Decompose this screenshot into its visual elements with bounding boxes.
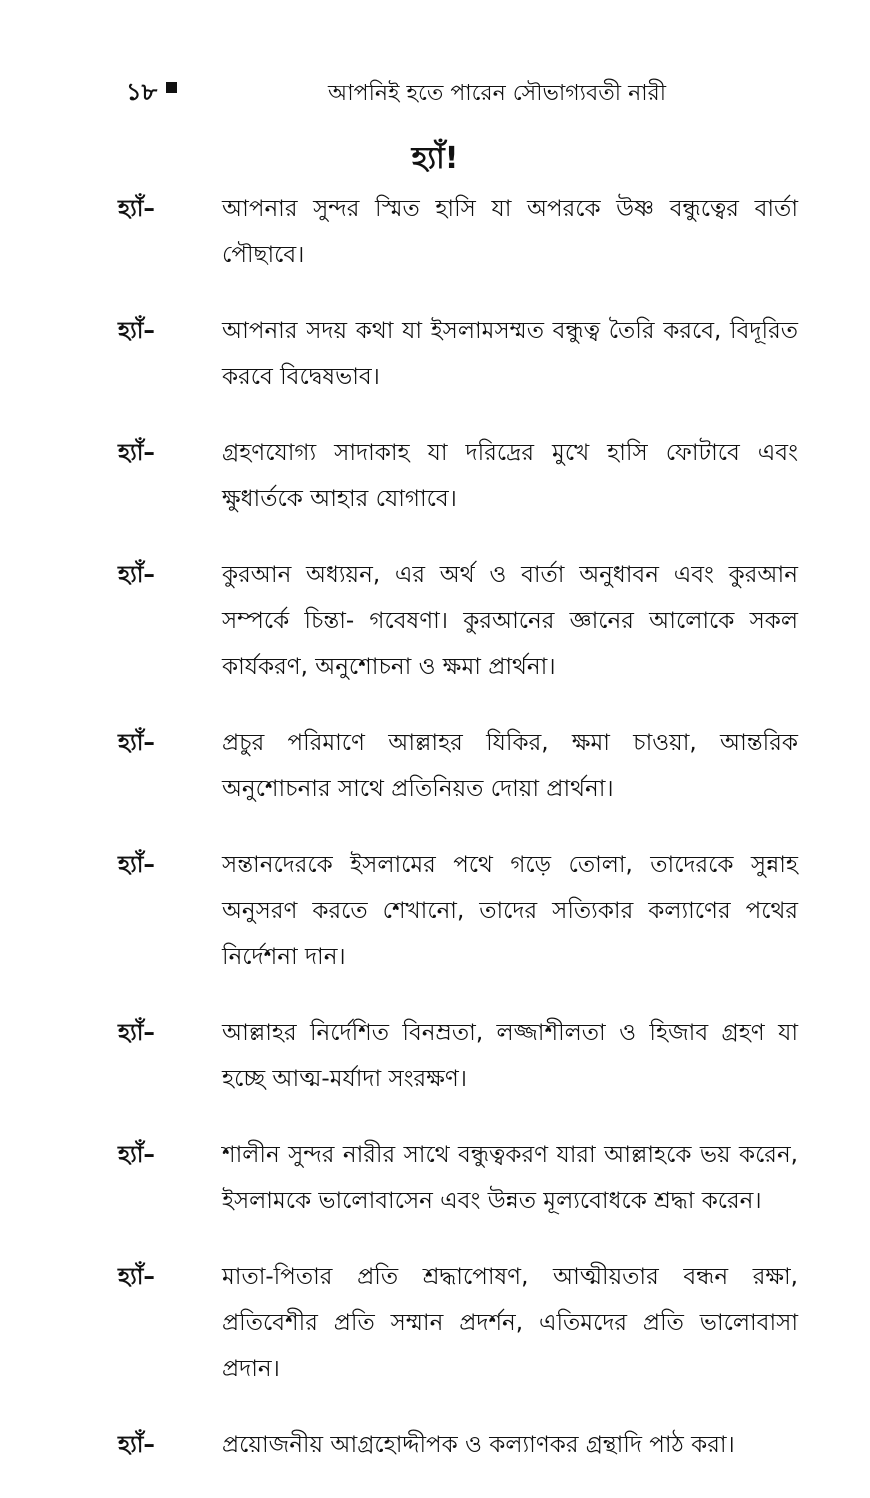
list-item (118, 1422, 798, 1468)
list-item (118, 186, 798, 278)
entry-label: হ্যাঁ– (118, 1264, 155, 1290)
entry-label: হ্যাঁ– (118, 318, 155, 344)
entry-list (118, 186, 798, 1498)
section-heading: হ্যাঁ! (411, 141, 459, 176)
entry-label: হ্যাঁ– (118, 440, 155, 466)
entry-text: কুরআন অধ্যয়ন, এর অর্থ ও বার্তা অনুধাবন এবং কুরআন সম্পর্কে চিন্তা- গবেষণা। কুরআনের জ্ঞানের আলোকে সকল কার্যকরণ, অনুশোচনা ও ক্ষমা প্রার্থনা। (222, 562, 798, 680)
page-number: ১৮ (126, 78, 158, 106)
entry-text: আপনার সুন্দর স্মিত হাসি যা অপরকে উষ্ণ বন্ধুত্বের বার্তা পৌছাবে। (222, 196, 798, 268)
list-item (118, 1132, 798, 1224)
list-item (118, 1254, 798, 1392)
entry-text: প্রচুর পরিমাণে আল্লাহর যিকির, ক্ষমা চাওয়া, আন্তরিক অনুশোচনার সাথে প্রতিনিয়ত দোয়া প্রার্থনা। (222, 730, 798, 802)
entry-text: আপনার সদয় কথা যা ইসলামসম্মত বন্ধুত্ব তৈরি করবে, বিদূরিত করবে বিদ্বেষভাব। (222, 318, 798, 390)
list-item (118, 552, 798, 690)
entry-text: সন্তানদেরকে ইসলামের পথে গড়ে তোলা, তাদেরকে সুন্নাহ অনুসরণ করতে শেখানো, তাদের সত্যিকার কল্যাণের পথের নির্দেশনা দান। (222, 852, 798, 970)
list-item (118, 842, 798, 980)
list-item (118, 1010, 798, 1102)
entry-text: শালীন সুন্দর নারীর সাথে বন্ধুত্বকরণ যারা আল্লাহকে ভয় করেন, ইসলামকে ভালোবাসেন এবং উন্নত মূল্যবোধকে শ্রদ্ধা করেন। (222, 1142, 798, 1214)
square-bullet-icon (166, 82, 177, 93)
list-item (118, 430, 798, 522)
entry-text: গ্রহণযোগ্য সাদাকাহ যা দরিদ্রের মুখে হাসি ফোটাবে এবং ক্ষুধার্তকে আহার যোগাবে। (222, 440, 798, 512)
entry-label: হ্যাঁ– (118, 1020, 155, 1046)
entry-label: হ্যাঁ– (118, 562, 155, 588)
page-header (118, 72, 768, 108)
entry-label: হ্যাঁ– (118, 196, 155, 222)
list-item (118, 720, 798, 812)
entry-text: আল্লাহর নির্দেশিত বিনম্রতা, লজ্জাশীলতা ও হিজাব গ্রহণ যা হচ্ছে আত্ম-মর্যাদা সংরক্ষণ। (222, 1020, 798, 1092)
entry-text: প্রয়োজনীয় আগ্রহোদ্দীপক ও কল্যাণকর গ্রন্থাদি পাঠ করা। (222, 1432, 735, 1458)
entry-label: হ্যাঁ– (118, 730, 155, 756)
entry-label: হ্যাঁ– (118, 852, 155, 878)
entry-label: হ্যাঁ– (118, 1142, 155, 1168)
entry-text: মাতা-পিতার প্রতি শ্রদ্ধাপোষণ, আত্মীয়তার বন্ধন রক্ষা, প্রতিবেশীর প্রতি সম্মান প্রদর্শন, এতিমদের প্রতি ভালোবাসা প্রদান। (222, 1264, 798, 1382)
list-item (118, 308, 798, 400)
running-title: আপনিই হতে পারেন সৌভাগ্যবতী নারী (328, 81, 667, 106)
entry-label: হ্যাঁ– (118, 1432, 155, 1458)
